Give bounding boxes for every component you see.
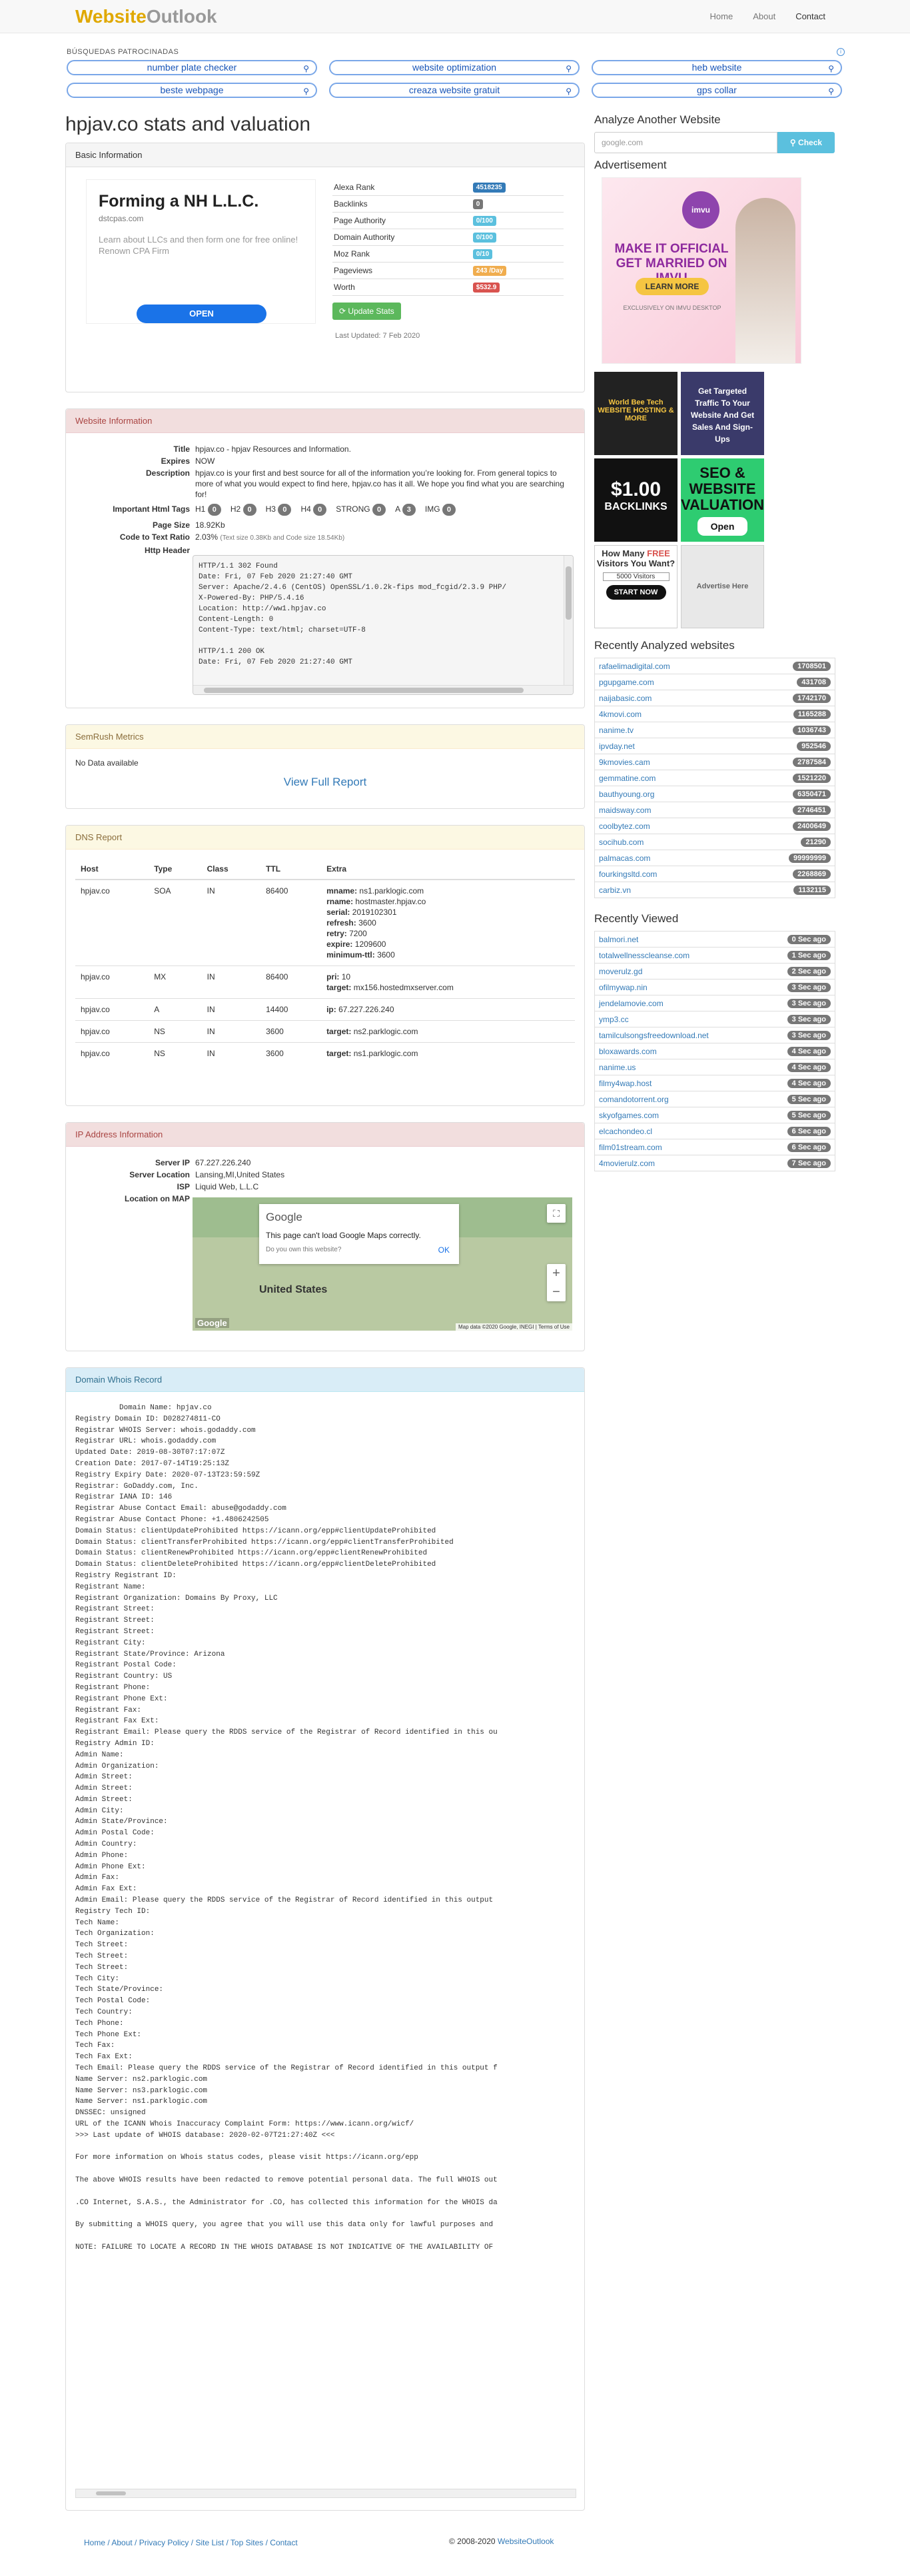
nav-contact[interactable]: Contact: [795, 11, 825, 21]
stat-value: 243 /Day: [473, 266, 507, 276]
horizontal-scrollbar[interactable]: [75, 2489, 576, 2498]
sponsored-link[interactable]: gps collar ⚲: [592, 83, 842, 98]
rank-badge: 2746451: [793, 806, 831, 815]
list-item[interactable]: [594, 1043, 835, 1059]
traffic-ad-tile[interactable]: Get Targeted Traffic To Your Website And Get Sales And Sign-Ups: [681, 372, 764, 455]
site-link[interactable]: fourkingsltd.com: [599, 869, 658, 879]
dns-column-header: Host: [75, 859, 149, 880]
stat-value: $532.9: [473, 283, 500, 293]
time-badge: 6 Sec ago: [787, 1143, 831, 1152]
dns-class: IN: [202, 966, 260, 999]
dns-class: IN: [202, 1043, 260, 1065]
footer-link[interactable]: About: [111, 2538, 133, 2547]
time-badge: 3 Sec ago: [787, 983, 831, 992]
rank-badge: 1521220: [793, 774, 831, 783]
footer-link[interactable]: Home: [84, 2538, 106, 2547]
site-link[interactable]: jendelamovie.com: [599, 998, 664, 1008]
stat-row: [332, 246, 564, 263]
analyze-input[interactable]: google.com: [594, 132, 777, 153]
ip-info-panel: [65, 1122, 585, 1351]
analyze-heading: Analyze Another Website: [594, 113, 721, 126]
title-row: Title hpjav.co - hpjav Resources and Information.: [173, 444, 351, 454]
footer: Home / About / Privacy Policy / Site List / Top Sites / Contact © 2008-2020 WebsiteOutlook: [84, 2537, 554, 2547]
dns-type: NS: [149, 1043, 201, 1065]
recently-analyzed-heading: Recently Analyzed websites: [594, 639, 735, 652]
dns-type: NS: [149, 1021, 201, 1043]
panel-heading: IP Address Information: [66, 1123, 584, 1147]
stat-label: Backlinks: [334, 199, 368, 209]
dns-report-panel: [65, 825, 585, 1106]
panel-heading: Basic Information: [66, 143, 584, 167]
view-full-report-link[interactable]: View Full Report: [283, 776, 367, 788]
stat-label: Page Authority: [334, 216, 386, 225]
sidebar: [594, 113, 835, 1171]
html-tag: H4 0: [300, 504, 326, 516]
time-badge: 6 Sec ago: [787, 1127, 831, 1136]
dns-row: [75, 1021, 575, 1043]
page-title: hpjav.co stats and valuation: [65, 113, 311, 135]
hosting-ad-tile[interactable]: World Bee Tech WEBSITE HOSTING & MORE: [594, 372, 678, 455]
dns-host: hpjav.co: [75, 999, 149, 1021]
isp-row: ISP Liquid Web, L.L.C: [177, 1182, 259, 1191]
stat-value: 0/100: [473, 233, 496, 243]
dns-column-header: Type: [149, 859, 201, 880]
rank-badge: 952546: [797, 742, 831, 751]
seo-ad-tile[interactable]: SEO & WEBSITE VALUATION Open: [681, 458, 764, 542]
stat-value: 0: [473, 199, 484, 209]
search-icon: ⚲: [789, 138, 796, 147]
tag-count-badge: 0: [313, 504, 326, 516]
site-link[interactable]: 9kmovies.cam: [599, 757, 650, 767]
site-link[interactable]: pgupgame.com: [599, 677, 654, 687]
top-nav: [710, 11, 825, 21]
google-logo: Google: [195, 1318, 229, 1328]
search-icon: ⚲: [566, 64, 572, 73]
site-link[interactable]: bloxawards.com: [599, 1046, 657, 1056]
dns-column-header: TTL: [260, 859, 321, 880]
map-row: Location on MAP: [125, 1194, 190, 1203]
visitors-ad-tile[interactable]: How Many FREE Visitors You Want? 5000 Visitors START NOW: [594, 545, 678, 628]
dns-ttl: 3600: [260, 1043, 321, 1065]
dns-class: IN: [202, 999, 260, 1021]
basic-info-panel: [65, 143, 585, 392]
site-link[interactable]: balmori.net: [599, 934, 639, 944]
site-link[interactable]: comandotorrent.org: [599, 1094, 669, 1104]
panel-heading: Website Information: [66, 409, 584, 433]
tag-count-badge: 0: [442, 504, 456, 516]
last-updated: Last Updated: 7 Feb 2020: [335, 332, 420, 340]
ratio-row: Code to Text Ratio 2.03% (Text size 0.38Kb and Code size 18.54Kb): [119, 532, 345, 542]
map-error-dialog: Google This page can't load Google Maps correctly. Do you own this website? OK: [259, 1204, 459, 1264]
main-column: [65, 113, 585, 2527]
dns-host: hpjav.co: [75, 880, 149, 966]
rank-badge: 1132115: [793, 886, 831, 895]
expires-row: Expires NOW: [161, 456, 215, 466]
dns-class: IN: [202, 880, 260, 966]
time-badge: 7 Sec ago: [787, 1159, 831, 1168]
rank-badge: 99999999: [789, 854, 831, 863]
dns-type: SOA: [149, 880, 201, 966]
zoom-out-icon[interactable]: −: [552, 1285, 560, 1299]
rank-badge: 1036743: [793, 726, 831, 735]
tag-count-badge: 3: [402, 504, 416, 516]
list-item[interactable]: [594, 947, 835, 964]
time-badge: 4 Sec ago: [787, 1079, 831, 1088]
stat-label: Moz Rank: [334, 249, 370, 259]
dns-extra: pri: 10 target: mx156.hostedmxserver.com: [321, 966, 575, 999]
html-tag: H2 0: [230, 504, 256, 516]
sponsored-label: BÚSQUEDAS PATROCINADAS: [67, 48, 179, 56]
footer-link[interactable]: Top Sites: [230, 2538, 264, 2547]
rank-badge: 2400649: [793, 822, 831, 831]
dns-column-header: Extra: [321, 859, 575, 880]
footer-link[interactable]: Site List: [195, 2538, 225, 2547]
search-icon: ⚲: [828, 64, 834, 73]
site-link[interactable]: nanime.us: [599, 1062, 636, 1072]
server-location-row: Server Location Lansing,MI,United States: [129, 1170, 285, 1179]
map-ok-button[interactable]: OK: [438, 1245, 450, 1255]
server-ip-row: Server IP 67.227.226.240: [155, 1158, 251, 1167]
dns-column-header: Class: [202, 859, 260, 880]
time-badge: 2 Sec ago: [787, 967, 831, 976]
sponsored-row-2: [67, 83, 842, 98]
ad-tiles: [594, 372, 851, 628]
recently-viewed-heading: Recently Viewed: [594, 912, 679, 925]
list-item[interactable]: [594, 690, 835, 706]
rank-badge: 1708501: [793, 662, 831, 671]
site-link[interactable]: moverulz.gd: [599, 966, 643, 976]
rank-badge: 1165288: [793, 710, 831, 719]
site-link[interactable]: tamilculsongsfreedownload.net: [599, 1030, 709, 1040]
backlinks-ad-tile[interactable]: $1.00 BACKLINKS: [594, 458, 678, 542]
list-item[interactable]: [594, 1123, 835, 1139]
list-item[interactable]: [594, 850, 835, 866]
dns-host: hpjav.co: [75, 966, 149, 999]
dns-row: [75, 880, 575, 966]
list-item[interactable]: [594, 1027, 835, 1043]
stat-row: [332, 213, 564, 229]
imvu-ad[interactable]: imvu MAKE IT OFFICIAL GET MARRIED ON LEARN MORE EXCLUSIVELY ON IMVU DESKTOP: [602, 177, 801, 364]
list-item[interactable]: [594, 882, 835, 898]
stat-row: [332, 229, 564, 246]
semrush-panel: [65, 724, 585, 809]
sponsored-searches: [67, 48, 845, 96]
rank-badge: 1742170: [793, 694, 831, 703]
site-link[interactable]: maidsway.com: [599, 805, 652, 815]
site-link[interactable]: filmy4wap.host: [599, 1078, 652, 1088]
whois-box[interactable]: [75, 1403, 576, 2485]
list-item[interactable]: [594, 754, 835, 770]
list-item[interactable]: [594, 866, 835, 882]
whois-text: Domain Name: hpjav.co Registry Domain ID: D028274811-CO Registrar WHOIS Server: whois.godaddy.com Registrar URL: whois.godaddy.com Updated Date: 2019-08-30T07:17:07Z Creation Date: 2017-07-14T19:25:13Z Registry Expiry Date: 2020-07-13T23:59:59Z Registrar: GoDaddy.com, Inc. Registrar IANA ID: 146 Registrar Abuse Contact Email: abuse@godaddy.com Registrar Abuse Contact Phone: +1.4806242505 Domain Status: clientUpdateProhibited https://icann.org/epp#clientUpdateProhibited Domain Status: clientTransferProhibited https://icann.org/epp#clientTransferProhibited Domain Status: clientRenewProhibited https://icann.org/epp#clientRenewProhibited Domain Status: clientDeleteProhibited https://icann.org/epp#clientDeleteProhibited Registry Registrant ID: Registrant Name: Registrant Organization: Domains By Proxy, LLC Registrant Street: Registrant Street: Registrant Street: Registrant City: Registrant State/Province: Arizona Registrant Postal Code: Registrant Country: US Registrant Phone: Registrant Phone Ext: Registrant Fax: Registrant Fax Ext: Registrant Email: Please query the RDDS service of the Registrar of Record identified in this ou Registry Admin ID: Admin Name: Admin Organization: Admin Street: Admin Street: Admin Street: Admin City: Admin State/Province: Admin Postal Code: Admin Country: Admin Phone: Admin Phone Ext: Admin Fax: Admin Fax Ext: Admin Email: Please query the RDDS service of the Registrar of Record identified in this output Registry Tech ID: Tech Name: Tech Organization: Tech Street: Tech Street: Tech Street: Tech City: Tech State/Province: Tech Postal Code: Tech Country: Tech Phone: Tech Phone Ext: Tech Fax: Tech Fax Ext: Tech Email: Please query the RDDS service of the Registrar of Record identified in this output f Name Server: ns2.parklogic.com Name Server: ns3.parklogic.com Name Server: ns1.parklogic.com DNSSEC: unsigned URL of the ICANN Whois Inaccuracy Complaint Form: https://www.icann.org/wicf/ >>> Last update of WHOIS database: 2020-02-07T21:27:40Z <<< For more information on Whois status codes, please visit https://icann.org/epp The above WHOIS results have been redacted to remove potential personal data. The full WHOIS out .CO Internet, S.A.S., the Administrator for .CO, has collected this information for the WHOIS da By submitting a WHOIS query, you agree that you will use this data only for lawful purposes and NOTE: FAILURE TO LOCATE A RECORD IN THE WHOIS DATABASE IS NOT INDICATIVE OF THE AVAILABILITY OF: [75, 1404, 498, 2252]
site-link[interactable]: 4movierulz.com: [599, 1158, 656, 1168]
search-icon: ⚲: [828, 87, 834, 96]
list-item[interactable]: [594, 1011, 835, 1027]
site-link[interactable]: film01stream.com: [599, 1142, 662, 1152]
list-item[interactable]: [594, 834, 835, 850]
rank-badge: 21290: [801, 838, 831, 847]
vertical-scrollbar[interactable]: [564, 556, 573, 686]
site-link[interactable]: ymp3.cc: [599, 1014, 629, 1024]
site-link[interactable]: skyofgames.com: [599, 1110, 660, 1120]
http-header-text: HTTP/1.1 302 Found Date: Fri, 07 Feb 2020 21:27:40 GMT Server: Apache/2.4.6 (CentOS) OpenSSL/1.0.2k-fips mod_fcgid/2.3.9 PHP/ X-Powered-By: PHP/5.4.16 Location: http://ww1.hpjav.co Content-Length: 0 Content-Type: text/html; charset=UTF-8 HTTP/1.1 200 OK Date: Fri, 07 Feb 2020 21:27:40 GMT: [199, 562, 507, 666]
horizontal-scrollbar[interactable]: [193, 685, 573, 694]
footer-link[interactable]: Privacy Policy: [139, 2538, 189, 2547]
dns-class: IN: [202, 1021, 260, 1043]
site-link[interactable]: rafaelimadigital.com: [599, 661, 670, 671]
dns-ttl: 86400: [260, 880, 321, 966]
rank-badge: 2268869: [793, 870, 831, 879]
list-item[interactable]: [594, 1139, 835, 1155]
rank-badge: 431708: [797, 678, 831, 687]
time-badge: 4 Sec ago: [787, 1063, 831, 1072]
stat-row: [332, 263, 564, 279]
list-item[interactable]: [594, 786, 835, 802]
whois-panel: [65, 1367, 585, 2511]
page-size-row: Page Size 18.92Kb: [152, 520, 225, 530]
adchoices-icon[interactable]: i: [837, 48, 845, 56]
list-item[interactable]: [594, 1075, 835, 1091]
time-badge: 5 Sec ago: [787, 1095, 831, 1104]
site-link[interactable]: ipvday.net: [599, 741, 635, 751]
list-item[interactable]: [594, 818, 835, 834]
stats-table: [332, 179, 564, 340]
html-tag: A 3: [395, 504, 416, 516]
tag-count-badge: 0: [243, 504, 256, 516]
dns-extra: target: ns2.parklogic.com: [321, 1021, 575, 1043]
fullscreen-icon[interactable]: ⛶: [547, 1204, 566, 1223]
site-link[interactable]: carbiz.vn: [599, 885, 632, 895]
list-item[interactable]: [594, 979, 835, 995]
http-header-box[interactable]: [193, 555, 574, 695]
sponsored-link[interactable]: number plate checker ⚲: [67, 60, 317, 75]
map-country-label: United States: [259, 1284, 328, 1295]
dns-extra: mname: ns1.parklogic.com rname: hostmaster.hpjav.co serial: 2019102301 refresh: 3600 retry: 7200 expire: 1209600 minimum-ttl: 3600: [321, 880, 575, 966]
map-own-link[interactable]: Do you own this website?: [266, 1246, 342, 1253]
dns-ttl: 86400: [260, 966, 321, 999]
site-link[interactable]: gemmatine.com: [599, 773, 656, 783]
list-item[interactable]: [594, 1155, 835, 1171]
stat-value: 4518235: [473, 183, 506, 193]
dns-type: MX: [149, 966, 201, 999]
time-badge: 1 Sec ago: [787, 951, 831, 960]
dns-extra: target: ns1.parklogic.com: [321, 1043, 575, 1065]
panel-heading: SemRush Metrics: [66, 725, 584, 749]
map-footer: Map data ©2020 Google, INEGI | Terms of Use: [456, 1323, 572, 1331]
google-map[interactable]: [193, 1197, 572, 1331]
html-tag: H3 0: [266, 504, 292, 516]
http-header-row: Http Header: [144, 546, 190, 555]
tag-count-badge: 0: [208, 504, 221, 516]
site-link[interactable]: totalwellnesscleanse.com: [599, 950, 690, 960]
imvu-learn-more[interactable]: LEARN MORE: [636, 278, 709, 295]
list-item[interactable]: [594, 706, 835, 722]
panel-heading: Domain Whois Record: [66, 1368, 584, 1392]
update-stats-button[interactable]: ⟳ Update Stats: [332, 303, 401, 320]
site-link[interactable]: naijabasic.com: [599, 693, 652, 703]
site-link[interactable]: 4kmovi.com: [599, 709, 642, 719]
sponsored-row-1: [67, 60, 842, 75]
list-item[interactable]: [594, 674, 835, 690]
zoom-in-icon[interactable]: +: [552, 1266, 560, 1281]
time-badge: 3 Sec ago: [787, 999, 831, 1008]
check-button[interactable]: ⚲ Check: [777, 132, 835, 153]
refresh-icon: ⟳: [339, 307, 346, 316]
stat-row: [332, 196, 564, 213]
ad-open-button[interactable]: OPEN: [137, 305, 266, 323]
time-badge: 0 Sec ago: [787, 935, 831, 944]
analyze-form: [594, 132, 835, 153]
list-item[interactable]: [594, 770, 835, 786]
nav-about[interactable]: About: [753, 11, 776, 21]
stat-value: 0/10: [473, 249, 492, 259]
list-item[interactable]: [594, 658, 835, 674]
site-link[interactable]: nanime.tv: [599, 725, 634, 735]
sponsored-link[interactable]: heb website ⚲: [592, 60, 842, 75]
list-item[interactable]: [594, 1107, 835, 1123]
search-icon: ⚲: [303, 64, 309, 73]
time-badge: 4 Sec ago: [787, 1047, 831, 1056]
tag-count-badge: 0: [372, 504, 386, 516]
stat-label: Alexa Rank: [334, 183, 375, 192]
recently-viewed-list: [594, 931, 835, 1171]
stat-label: Worth: [334, 283, 355, 292]
time-badge: 3 Sec ago: [787, 1015, 831, 1024]
ad-title: Forming a NH L.L.C.: [99, 192, 259, 211]
description-row: Description hpjav.co is your first and best source for all of the information you’re looking for. From general topics to more of what you would expect to find here, hpjav.co has it all. We hope you find what you are searching for!: [145, 468, 564, 499]
recently-analyzed-list: [594, 658, 835, 898]
semrush-no-data: No Data available: [75, 758, 139, 768]
dns-type: A: [149, 999, 201, 1021]
stat-row: [332, 179, 564, 196]
footer-link[interactable]: Contact: [270, 2538, 298, 2547]
dns-row: [75, 966, 575, 999]
stat-label: Pageviews: [334, 266, 373, 275]
site-link[interactable]: socihub.com: [599, 837, 644, 847]
dns-row: [75, 1043, 575, 1065]
advertisement-heading: Advertisement: [594, 159, 667, 171]
site-link[interactable]: coolbytez.com: [599, 821, 650, 831]
sponsored-link[interactable]: website optimization ⚲: [329, 60, 580, 75]
sponsored-link[interactable]: creaza website gratuit ⚲: [329, 83, 580, 98]
nav-home[interactable]: Home: [709, 11, 733, 21]
search-icon: ⚲: [303, 87, 309, 96]
html-tags-row: Important Html Tags H1 0 H2 0 H3 0 H4 0 STRONG 0 A 3 IMG 0: [75, 504, 575, 516]
site-link[interactable]: elcachondeo.cl: [599, 1126, 653, 1136]
footer-brand-link[interactable]: WebsiteOutlook: [497, 2537, 554, 2546]
tag-count-badge: 0: [278, 504, 291, 516]
stat-row: [332, 279, 564, 296]
zoom-controls[interactable]: [547, 1264, 566, 1301]
stat-value: 0/100: [473, 216, 496, 226]
html-tag: H1 0: [195, 504, 221, 516]
dns-ttl: 3600: [260, 1021, 321, 1043]
html-tag: STRONG 0: [336, 504, 386, 516]
site-link[interactable]: palmacas.com: [599, 853, 651, 863]
website-info-panel: [65, 408, 585, 708]
time-badge: 3 Sec ago: [787, 1031, 831, 1040]
llc-ad[interactable]: [86, 179, 316, 324]
imvu-logo: imvu: [682, 191, 719, 229]
copyright: © 2008-2020 WebsiteOutlook: [449, 2537, 554, 2546]
dns-table: [75, 859, 575, 1064]
time-badge: 5 Sec ago: [787, 1111, 831, 1120]
panel-heading: DNS Report: [66, 826, 584, 850]
dns-ttl: 14400: [260, 999, 321, 1021]
list-item[interactable]: [594, 963, 835, 979]
site-logo[interactable]: WebsiteOutlook: [75, 6, 217, 27]
list-item[interactable]: [594, 995, 835, 1011]
dns-host: hpjav.co: [75, 1043, 149, 1065]
list-item[interactable]: [594, 738, 835, 754]
rank-badge: 2787584: [793, 758, 831, 767]
list-item[interactable]: [594, 1091, 835, 1107]
list-item[interactable]: [594, 1059, 835, 1075]
stat-label: Domain Authority: [334, 233, 395, 242]
dns-extra: ip: 67.227.226.240: [321, 999, 575, 1021]
site-link[interactable]: bauthyoung.org: [599, 789, 655, 799]
ad-description: Learn about LLCs and then form one for free online! Renown CPA Firm: [99, 235, 298, 256]
site-link[interactable]: ofilmywap.nin: [599, 982, 648, 992]
html-tag: IMG 0: [425, 504, 456, 516]
list-item[interactable]: [594, 802, 835, 818]
advertise-here-tile[interactable]: Advertise Here: [681, 545, 764, 628]
dns-row: [75, 999, 575, 1021]
sponsored-link[interactable]: beste webpage ⚲: [67, 83, 317, 98]
list-item[interactable]: [594, 931, 835, 948]
list-item[interactable]: [594, 722, 835, 738]
dns-host: hpjav.co: [75, 1021, 149, 1043]
ad-host: dstcpas.com: [99, 214, 144, 223]
search-icon: ⚲: [566, 87, 572, 96]
navbar: [0, 0, 910, 33]
rank-badge: 6350471: [793, 790, 831, 799]
